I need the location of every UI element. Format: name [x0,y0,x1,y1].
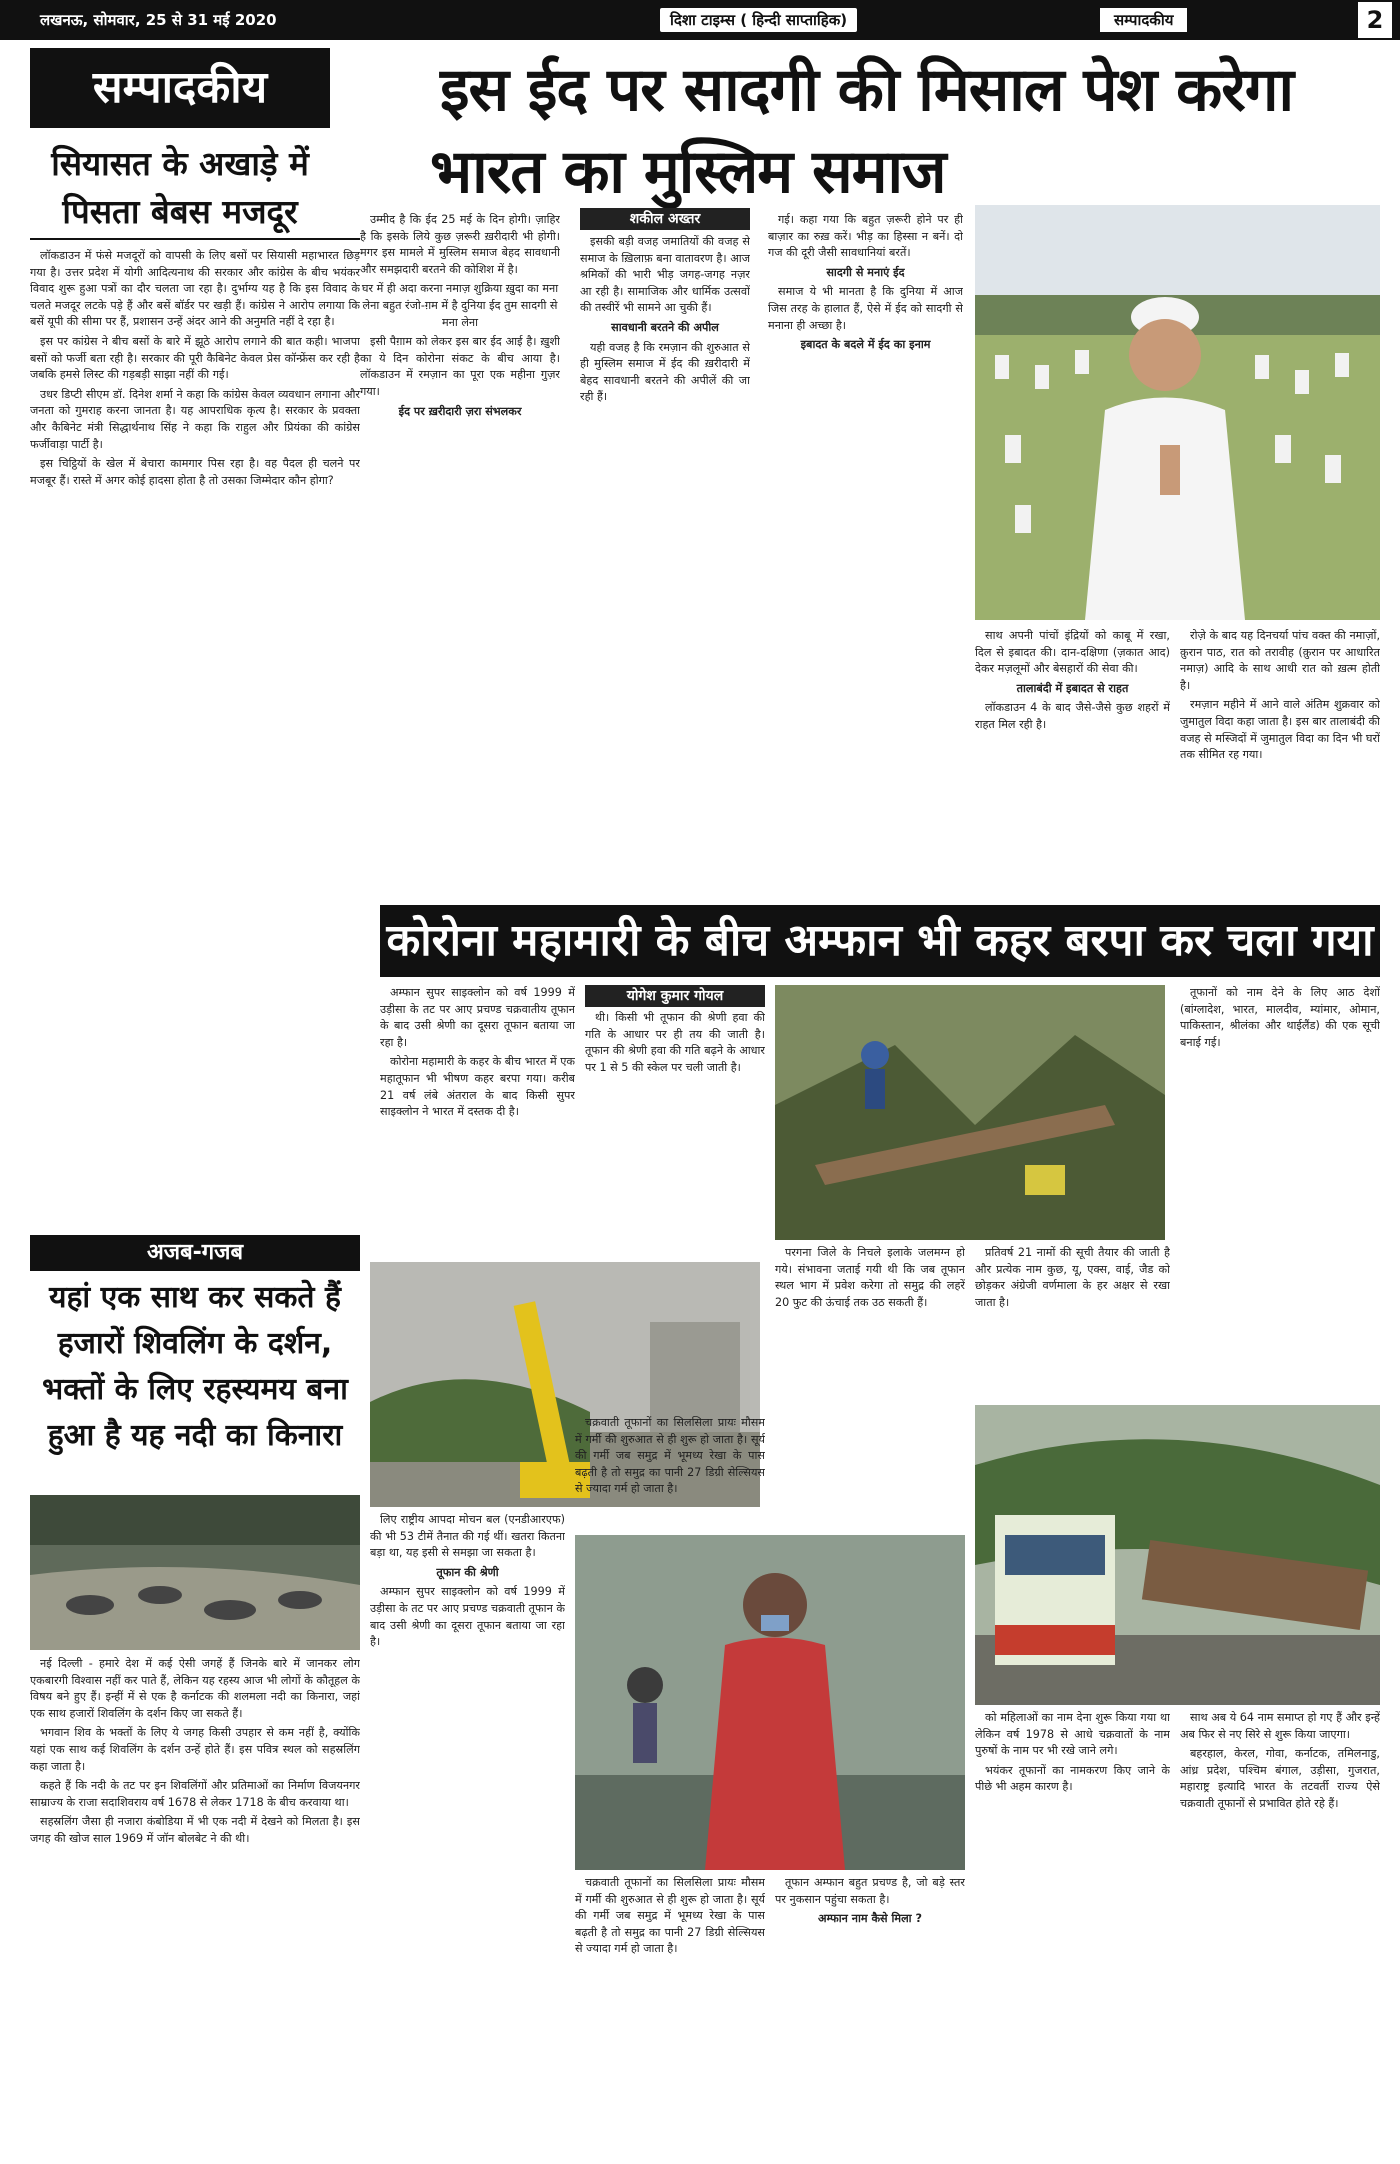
para: नई दिल्ली - हमारे देश में कई ऐसी जगहें हैं जिनके बारे में जानकर लोग एकबारगी विश्वास नहीं कर पाते हैं, लेकिन यह रहस्य आज भी लोगों के कौतूहल के विषय बने हुए हैं। इन्हीं में से एक है कर्नाटक की शलमला नदी का किनारा, जहां एक साथ हजारों शिवलिंग के दर्शन किए जा सकते हैं। [30,1657,360,1720]
para: अम्फान सुपर साइक्लोन को वर्ष 1999 में उड़ीसा के तट पर आए प्रचण्ड चक्रवाती तूफान के बाद उसी श्रेणी का दूसरा तूफान बताया जा रहा है। [370,1585,565,1649]
para: भगवान शिव के भक्तों के लिए ये जगह किसी उपहार से कम नहीं है, क्योंकि यहां एक साथ कई शिवलिंग के दर्शन उन्हें होते हैं। इस पवित्र स्थल को सहस्रलिंग कहा जाता है। [30,1726,360,1773]
cyclone-headline: कोरोना महामारी के बीच अम्फान भी कहर बरपा कर चला गया [380,905,1380,977]
para: थी। किसी भी तूफान की श्रेणी हवा की गति के आधार पर ही तय की जाती है। तूफान की श्रेणी हवा की गति बढ़ने के आधार पर 1 से 5 की स्केल पर चली जाती है। [585,1011,765,1074]
lead-byline: शकील अख्तर [580,208,750,230]
cyclone-col-5b [775,1875,965,2155]
cyclone-col-7b [1180,1710,1380,2155]
para: इसकी बड़ी वजह जमातियों की वजह से समाज के ख़िलाफ़ बना वातावरण है। आज श्रमिकों की भारी भीड़ जगह-जगह नज़र आ रही है। सामाजिक और धार्मिक उत्सवों की तस्वीरें भी सामने आ चुकी हैं। [580,235,750,315]
para: गई। कहा गया कि बहुत ज़रूरी होने पर ही बाज़ार का रुख़ करें। भीड़ का हिस्सा न बनें। दो गज की दूरी जैसी सावधानियां बरतें। [768,213,963,260]
para: भयंकर तूफानों का नामकरण किए जाने के पीछे भी अहम कारण है। [975,1763,1170,1794]
lead-col-5 [1180,628,1380,898]
fallen-trees-photo [775,985,1165,1240]
lead-col-1 [360,212,560,892]
poem: घर में ही अदा करना नमाज़ शुक्रिया ख़ुदा का मना लेना बहुत रंजो-ग़म में है दुनिया ईद तुम सादगी से मना लेना [361,282,559,329]
cyclone-col-3 [370,1512,565,2152]
para: रोज़े के बाद यह दिनचर्या पांच वक्त की नमाज़ों, क़ुरान पाठ, रात को तरावीह (क़ुरान पर आधारित नमाज़) आदि के साथ आधी रात को ख़त्म होती है। [1180,629,1380,692]
cyclone-col-1 [380,985,575,1255]
boy-praying-photo [975,205,1380,620]
divider [30,238,360,240]
para: चक्रवाती तूफानों का सिलसिला प्रायः मौसम में गर्मी की शुरुआत से ही शुरू हो जाता है। सूर्य की गर्मी जब समुद्र में भूमध्य रेखा के पास बढ़ती है तो समुद्र का पानी 27 डिग्री सेल्सियस से ज्यादा गर्म हो जाता है। [575,1416,765,1496]
subhead: अम्फान नाम कैसे मिला ? [818,1912,922,1926]
para: तूफानों को नाम देने के लिए आठ देशों (बांग्लादेश, भारत, मालदीव, म्यांमार, ओमान, पाकिस्तान, श्रीलंका और थाईलैंड) की एक सूची बनाई गई। [1180,986,1380,1049]
lead-headline-line1: इस ईद पर सादगी की मिसाल पेश करेगा [440,55,1294,125]
editorial-para: इस पर कांग्रेस ने बीच बसों के बारे में झूठे आरोप लगाने की बात कही। भाजपा बसों को फर्जी बता रही है। सरकार की पूरी कैबिनेट केवल प्रेस कॉन्फ्रेंस कर रही है जबकि हमसे लिस्ट की गड़बड़ी साझा नहीं की गई। [30,334,360,382]
para: सहस्रलिंग जैसा ही नजारा कंबोडिया में भी एक नदी में देखने को मिलता है। इस जगह की खोज साल 1969 में जॉन बोलबेट ने की थी। [30,1815,360,1845]
cyclone-col-7 [1180,985,1380,1400]
cyclone-col-6b [975,1710,1170,2155]
para: कहते हैं कि नदी के तट पर इन शिवलिंगों और प्रतिमाओं का निर्माण विजयनगर साम्राज्य के राजा सदाशिवराय वर्ष 1678 से लेकर 1718 के बीच करवाया था। [30,1779,360,1809]
para: साथ अब ये 64 नाम समाप्त हो गए हैं और इन्हें अब फिर से नए सिरे से शुरू किया जाएगा। [1180,1711,1380,1741]
cyclone-col-4b [575,1875,765,2155]
subhead: सावधानी बरतने की अपील [611,320,719,334]
para: इसी पैग़ाम को लेकर इस बार ईद आई है। ख़ुशी का ये दिन कोरोना संकट के बीच आया है। लॉकडाउन में रमज़ान का पूरा एक महीना गुज़र गया। [360,335,560,398]
lead-col-3 [768,212,963,892]
ajab-gajab-label: अजब-गजब [30,1235,360,1271]
lead-col-4 [975,628,1170,898]
para: लॉकडाउन 4 के बाद जैसे-जैसे कुछ शहरों में राहत मिल रही है। [975,701,1170,731]
subhead: तालाबंदी में इबादत से राहत [1016,681,1129,695]
lead-headline-line2: भारत का मुस्लिम समाज [430,137,946,207]
para: उम्मीद है कि ईद 25 मई के दिन होगी। ज़ाहिर है कि इसके लिये कुछ ज़रूरी ख़रीदारी भी होगी। मगर इस मामले में मुस्लिम समाज बेहद सावधानी और समझदारी बरतने की कोशिश में है। [360,213,560,276]
bus-under-tree-photo [975,1405,1380,1705]
para: अम्फान सुपर साइक्लोन को वर्ष 1999 में उड़ीसा के तट पर आए प्रचण्ड चक्रवातीय तूफान के बाद उसी श्रेणी का दूसरा तूफान बताया जा रहा है। [380,986,575,1049]
para: तूफान अम्फान बहुत प्रचण्ड है, जो बड़े स्तर पर नुकसान पहुंचा सकता है। [775,1876,965,1906]
section-label: सम्पादकीय [1100,8,1187,32]
page-number: 2 [1358,2,1392,38]
subhead: इबादत के बदले में ईद का इनाम [800,338,931,352]
editorial-para: इस चिट्ठियों के खेल में बेचारा कामगार पिस रहा है। वह पैदल ही चलने पर मजबूर हैं। रास्ते में अगर कोई हादसा होता है तो उसका जिम्मेदार कौन होगा? [30,457,360,487]
subhead: सादगी से मनाएं ईद [826,265,905,279]
ajab-gajab-title: यहां एक साथ कर सकते हैं हजारों शिवलिंग के दर्शन, भक्तों के लिए रहस्यमय बना हुआ है यह नदी का किनारा [42,1280,348,1453]
ajab-gajab-body [30,1656,360,2156]
subhead: ईद पर ख़रीदारी ज़रा संभलकर [398,404,522,418]
para: कोरोना महामारी के कहर के बीच भारत में एक महातूफान भी भीषण कहर बरपा गया। करीब 21 वर्ष लंबे अंतराल के बाद किसी सुपर साइक्लोन ने भारत में दस्तक दी है। [380,1055,575,1119]
para: चक्रवाती तूफानों का सिलसिला प्रायः मौसम में गर्मी की शुरुआत से ही शुरू हो जाता है। सूर्य की गर्मी जब समुद्र में भूमध्य रेखा के पास बढ़ती है तो समुद्र का पानी 27 डिग्री सेल्सियस से ज्यादा गर्म हो जाता है। [575,1876,765,1956]
paper-name: दिशा टाइम्स ( हिन्दी साप्ताहिक) [660,8,857,32]
cyclone-col-4 [575,1415,765,1530]
editorial-para: लॉकडाउन में फंसे मजदूरों को वापसी के लिए बसों पर सियासी महाभारत छिड़ गया है। उत्तर प्रदेश में योगी आदित्यनाथ की सरकार और कांग्रेस के बीच भयंकर विवाद शुरू हुआ पत्रों का दौर चलता जा रहा है। दुर्भाग्य यह है कि इस विवाद के चलते मजदूर लटके पड़े हैं और बसें बॉर्डर पर खड़ी हैं। कांग्रेस ने आरोप लगाया कि बसें यूपी की सीमा पर हैं, प्रशासन उन्हें अंदर आने की अनुमति नहीं दे रहा है। [30,249,360,329]
woman-in-rain-photo [575,1535,965,1870]
cyclone-col-2 [585,1010,765,1255]
editorial-body [30,248,360,1228]
top-bar [0,0,1400,40]
para: लिए राष्ट्रीय आपदा मोचन बल (एनडीआरएफ) की भी 53 टीमें तैनात की गई थीं। खतरा कितना बड़ा था, यह इसी से समझा जा सकता है। [370,1513,565,1560]
para: परगना जिले के निचले इलाके जलमग्न हो गये। संभावना जताई गयी थी कि जब तूफान स्थल भाग में प्रवेश करेगा तो समुद्र की लहरें 20 फुट की ऊंचाई तक उठ सकती हैं। [775,1246,965,1309]
date-line: लखनऊ, सोमवार, 25 से 31 मई 2020 [40,11,277,29]
para: प्रतिवर्ष 21 नामों की सूची तैयार की जाती है और प्रत्येक नाम कुछ, यू, एक्स, वाई, जैड को छोड़कर अंग्रेजी वर्णमाला के हर अक्षर से रखा जाता है। [975,1246,1170,1309]
para: साथ अपनी पांचों इंद्रियों को काबू में रखा, दिल से इबादत की। दान-दक्षिणा (ज़कात आद) देकर मज़लूमों और बेसहारों की सेवा की। [975,629,1170,676]
para: को महिलाओं का नाम देना शुरू किया गया था लेकिन वर्ष 1978 से आधे चक्रवातों के नाम पुरुषों के नाम पर भी रखे जाने लगे। [975,1711,1170,1758]
editorial-section-box: सम्पादकीय [30,48,330,128]
shivling-river-photo [30,1495,360,1650]
para: समाज ये भी मानता है कि दुनिया में आज जिस तरह के हालात हैं, ऐसे में ईद को सादगी से मनाना ही अच्छा है। [768,285,963,332]
para: यही वजह है कि रमज़ान की शुरुआत से ही मुस्लिम समाज में ईद की ख़रीदारी में बेहद सावधानी बरतने की अपीलें की जा रही हैं। [580,340,750,404]
cyclone-col-5 [775,1245,965,1535]
para: रमज़ान महीने में आने वाले अंतिम शुक्रवार को जुमातुल विदा कहा जाता है। इस बार तालाबंदी की वजह से मस्जिदों में जुमातुल विदा का दिन भी घरों तक सीमित रह गया। [1180,698,1380,762]
editorial-para: उधर डिप्टी सीएम डॉ. दिनेश शर्मा ने कहा कि कांग्रेस केवल व्यवधान लगाना और जनता को गुमराह करना जानता है। यह आपराधिक कृत्य है। सरकार के प्रवक्ता और कैबिनेट मंत्री सिद्धार्थनाथ सिंह ने कहा कि राहुल और प्रियंका की कांग्रेस फर्जीवाड़ा पार्टी है। [30,387,360,451]
editorial-title: सियासत के अखाड़े में पिसता बेबस मजदूर [51,144,309,231]
para: बहरहाल, केरल, गोवा, कर्नाटक, तमिलनाडु, आंध्र प्रदेश, पश्चिम बंगाल, उड़ीसा, गुजरात, महाराष्ट्र इत्यादि भारत के तटवर्ती राज्य ऐसे चक्रवाती तूफानों से प्रभावित होते रहे हैं। [1180,1747,1380,1810]
subhead: तूफान की श्रेणी [436,1565,499,1579]
cyclone-byline: योगेश कुमार गोयल [585,985,765,1007]
lead-col-2 [580,234,750,894]
